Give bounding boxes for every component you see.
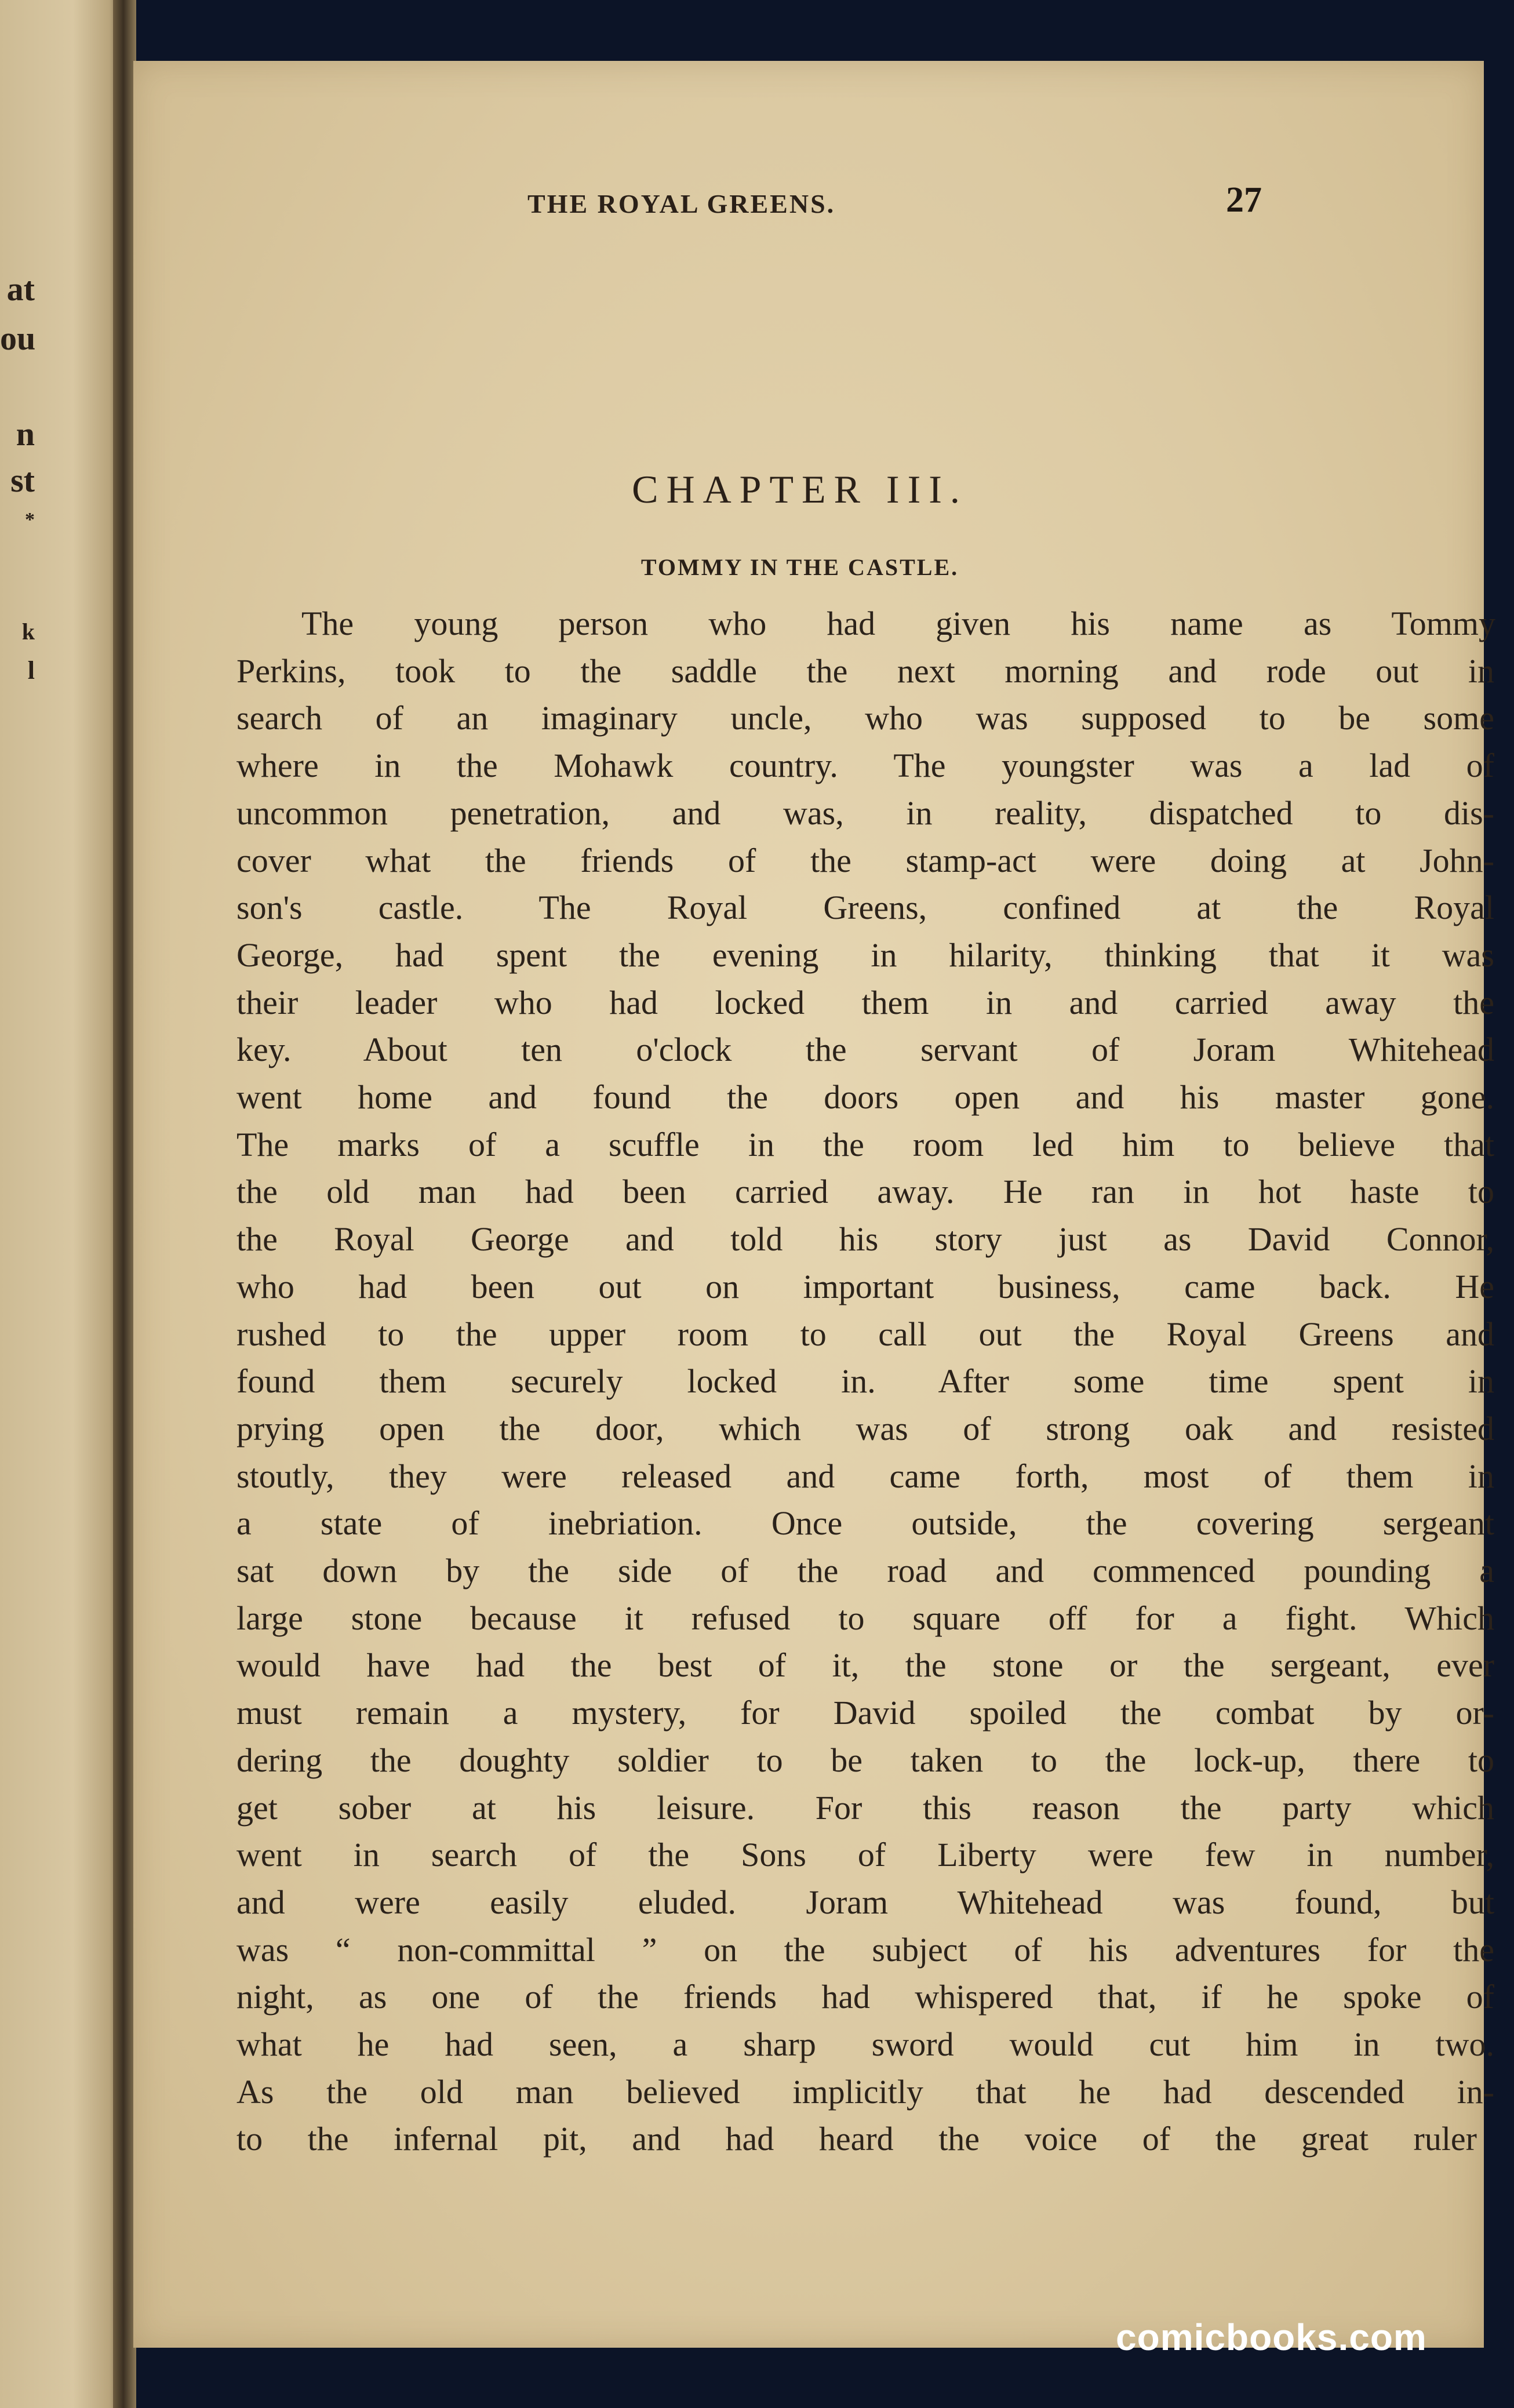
text-line: their leader who had locked them in and carried away the: [236, 983, 1494, 1021]
text-line: George, had spent the evening in hilarity, thinking that it was: [236, 936, 1494, 974]
text-line: to the infernal pit, and had heard the voice of the great ruler: [236, 2120, 1477, 2158]
text-line: the Royal George and told his story just as David Connor,: [236, 1220, 1494, 1258]
page-number: 27: [1226, 180, 1262, 220]
text-line: prying open the door, which was of strong oak and resisted: [236, 1409, 1494, 1447]
text-line: key. About ten o'clock the servant of Joram Whitehead: [236, 1031, 1494, 1069]
left-page-fragment: ou: [0, 319, 36, 357]
text-line: and were easily eluded. Joram Whitehead was found, but: [236, 1883, 1494, 1921]
left-page-fragment: at: [6, 270, 35, 308]
left-page-fragment: k: [21, 619, 35, 645]
text-line: get sober at his leisure. For this reason the party which: [236, 1788, 1494, 1827]
text-line: rushed to the upper room to call out the Royal Greens and: [236, 1315, 1494, 1353]
text-line: The young person who had given his name as Tommy: [301, 605, 1495, 642]
book-gutter: [113, 0, 136, 2408]
text-line: went in search of the Sons of Liberty were few in number,: [236, 1836, 1494, 1874]
text-line: found them securely locked in. After some time spent in: [236, 1362, 1494, 1401]
text-line: uncommon penetration, and was, in reality, dispatched to dis-: [236, 794, 1494, 832]
text-line: must remain a mystery, for David spoiled the combat by or-: [236, 1694, 1494, 1732]
text-line: search of an imaginary uncle, who was supposed to be some: [236, 699, 1494, 737]
left-page-fragment: st: [10, 461, 35, 499]
text-line: night, as one of the friends had whispered that, if he spoke of: [236, 1978, 1494, 2016]
text-line: what he had seen, a sharp sword would cut him in two.: [236, 2025, 1494, 2063]
chapter-subtitle: TOMMY IN THE CASTLE.: [640, 554, 959, 580]
text-line: was “ non-committal ” on the subject of his adventures for the: [236, 1930, 1494, 1969]
text-line: son's castle. The Royal Greens, confined at the Royal: [236, 889, 1494, 927]
text-line: sat down by the side of the road and commenced pounding a: [236, 1552, 1494, 1589]
text-line: where in the Mohawk country. The youngster was a lad of: [236, 747, 1494, 785]
watermark: comicbooks.com: [1116, 2316, 1427, 2358]
facing-left-page: [0, 0, 122, 2408]
text-line: went home and found the doors open and his master gone.: [236, 1078, 1494, 1116]
text-line: The marks of a scuffle in the room led him to believe that: [236, 1125, 1494, 1163]
left-page-fragment: *: [25, 509, 35, 530]
text-line: would have had the best of it, the stone or the sergeant, ever: [236, 1646, 1494, 1685]
text-line: As the old man believed implicitly that he had descended in-: [236, 2072, 1494, 2111]
text-line: who had been out on important business, came back. He: [236, 1267, 1494, 1305]
text-line: Perkins, took to the saddle the next morning and rode out in: [236, 652, 1494, 690]
left-page-fragment: l: [27, 656, 35, 685]
text-line: a state of inebriation. Once outside, the covering sergeant: [236, 1504, 1494, 1543]
chapter-title: CHAPTER III.: [632, 467, 968, 511]
left-page-fragment: n: [16, 415, 35, 453]
text-line: dering the doughty soldier to be taken to the lock-up, there to: [236, 1741, 1494, 1779]
text-line: the old man had been carried away. He ran in hot haste to: [236, 1173, 1494, 1211]
text-line: stoutly, they were released and came forth, most of them in: [236, 1457, 1494, 1495]
text-line: large stone because it refused to square off for a fight. Which: [236, 1599, 1494, 1637]
book-page: [133, 61, 1495, 2348]
running-head: THE ROYAL GREENS.: [527, 189, 836, 219]
text-line: cover what the friends of the stamp-act were doing at John-: [236, 841, 1494, 879]
